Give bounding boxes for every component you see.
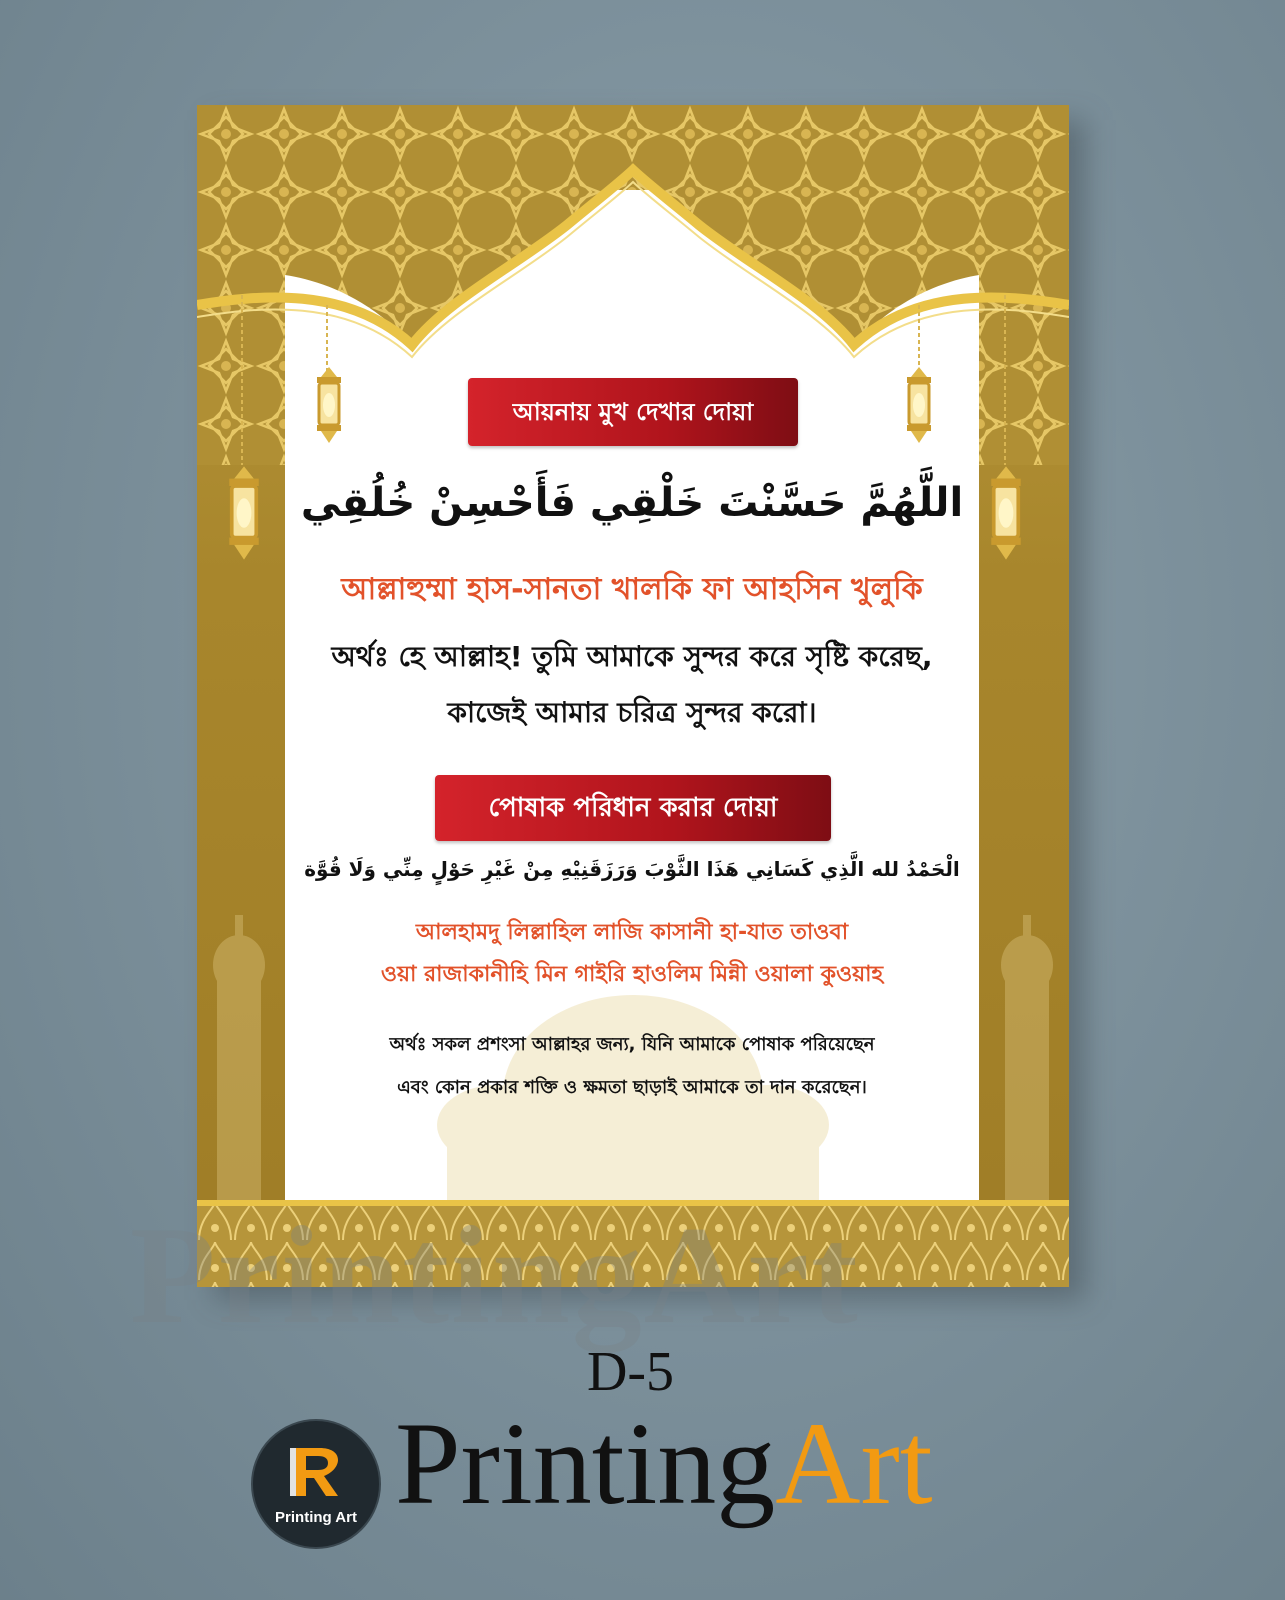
meaning-dressing-dua-line2: এবং কোন প্রকার শক্তি ও ক্ষমতা ছাড়াই আমাকে তা দান করেছেন।: [397, 1077, 867, 1098]
arabic-text-mirror-dua: اللَّهُمَّ حَسَّنْتَ خَلْقِي فَأَحْسِنْ خُلُقِي: [300, 480, 964, 526]
logo-text: Printing Art: [275, 1509, 357, 1526]
transliteration-dressing-dua-line1: আলহামদু লিল্লাহিল লাজি কাসানী হা-যাত তাওবা: [415, 920, 849, 945]
printing-art-logo: [250, 1418, 382, 1550]
meaning-mirror-dua-line2: কাজেই আমার চরিত্র সুন্দর করো।: [447, 696, 817, 729]
meaning-mirror-dua-line1: অর্থঃ হে আল্লাহ! তুমি আমাকে সুন্দর করে সৃষ্টি করেছ,: [331, 640, 933, 673]
design-code: D-5: [586, 1341, 675, 1403]
section-title-mirror-dua: আয়নায় মুখ দেখার দোয়া: [468, 378, 798, 446]
arabic-text-dressing-dua: الْحَمْدُ لله الَّذِي كَسَانِي هَذَا الثَّوْبَ وَرَزَقَنِيْهِ مِنْ غَيْرِ حَوْلٍ مِنِّي وَلَا قُوَّة: [304, 857, 960, 881]
watermark: PrintingArt: [130, 1198, 860, 1353]
section-title-dressing-dua: পোষাক পরিধান করার দোয়া: [435, 775, 831, 841]
transliteration-mirror-dua: আল্লাহুম্মা হাস-সানতা খালকি ফা আহসিন খুলুকি: [341, 572, 923, 607]
brand-name-part2: Art: [775, 1398, 933, 1529]
lantern-icon: [897, 367, 941, 443]
lantern-icon: [979, 465, 1033, 561]
lantern-icon: [307, 367, 351, 443]
brand-name-part1: Printing: [395, 1398, 776, 1529]
brand-name: [395, 1398, 933, 1529]
meaning-dressing-dua-line1: অর্থঃ সকল প্রশংসা আল্লাহর জন্য, যিনি আমাকে পোষাক পরিয়েছেন: [389, 1034, 875, 1055]
lantern-icon: [217, 465, 271, 561]
dua-poster: [197, 105, 1069, 1287]
transliteration-dressing-dua-line2: ওয়া রাজাকানীহি মিন গাইরি হাওলিম মিন্নী ওয়ালা কুওয়াহ: [380, 962, 884, 987]
